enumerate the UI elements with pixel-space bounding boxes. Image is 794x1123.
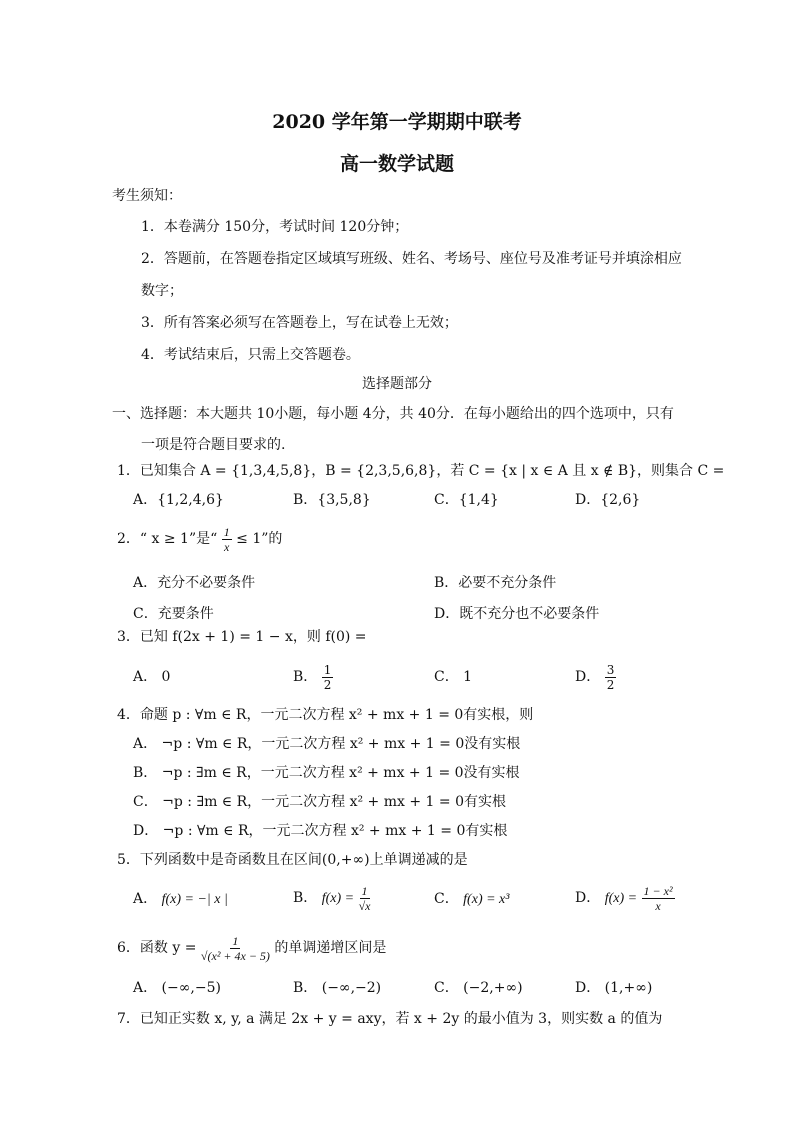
question-4-option-b: B． ¬p : ∃m ∈ R，一元二次方程 x² + mx + 1 = 0没有实根 (133, 765, 520, 781)
question-2-stem-post: ≤ 1”的 (236, 531, 283, 547)
fraction-numerator: 1 (232, 933, 239, 948)
question-6-fraction (201, 935, 270, 962)
question-5-option-d (575, 878, 675, 919)
question-3-option-b-label: B． (293, 669, 318, 685)
option-label: D． (575, 890, 601, 906)
question-2-fraction (222, 526, 232, 553)
question-6-option-a: A． (−∞,−5) (133, 980, 221, 996)
question-1-option-b: B．{3,5,8} (293, 492, 371, 508)
question-3-option-d-label: D． (575, 669, 601, 685)
question-6-option-c: C． (−2,+∞) (434, 980, 523, 996)
question-1-stem: 1．已知集合 A = {1,3,4,5,8}，B = {2,3,5,6,8}，若 C = {x | x ∈ A 且 x ∉ B}，则集合 C = (117, 463, 725, 479)
fraction-denominator: 2 (323, 677, 332, 692)
question-6-stem (117, 928, 386, 968)
fraction-numerator: 1 (361, 883, 368, 898)
fraction-denominator: √(x² + 4x − 5) (200, 948, 270, 963)
option-math: f(x) = (604, 891, 638, 906)
question-1-option-d: D．{2,6} (575, 492, 641, 508)
fraction-denominator: √x (358, 898, 371, 913)
question-6-option-b: B． (−∞,−2) (293, 980, 382, 996)
question-7-stem: 7．已知正实数 x, y, a 满足 2x + y = axy，若 x + 2y 的最小值为 3，则实数 a 的值为 (117, 1011, 663, 1027)
exam-subtitle: 高一数学试题 (339, 153, 454, 175)
question-2-stem (117, 521, 282, 557)
option-math: f(x) = (321, 891, 355, 906)
notice-item-4: 4．考试结束后，只需上交答题卷。 (141, 347, 360, 363)
section-heading-cont: 一项是符合题目要求的. (141, 437, 286, 453)
question-5-option-d-fraction (642, 885, 675, 912)
section-label: 选择题部分 (362, 376, 432, 392)
question-2-stem-pre: 2．“ x ≥ 1”是“ (117, 531, 218, 547)
question-5-option-b (293, 878, 371, 919)
question-5-option-b-fraction (359, 885, 371, 912)
option-label: C． (434, 891, 459, 907)
question-2-option-b: B．必要不充分条件 (434, 575, 557, 591)
notice-item-1: 1．本卷满分 150分，考试时间 120分钟； (141, 219, 409, 235)
question-5-stem: 5．下列函数中是奇函数且在区间(0,+∞)上单调递减的是 (117, 852, 468, 868)
fraction-numerator: 3 (606, 662, 615, 677)
question-3-option-c: C． 1 (434, 669, 473, 685)
question-4-option-c: C． ¬p : ∃m ∈ R，一元二次方程 x² + mx + 1 = 0有实根 (133, 794, 506, 810)
question-4-stem: 4．命题 p : ∀m ∈ R，一元二次方程 x² + mx + 1 = 0有实根，则 (117, 707, 534, 723)
question-6-stem-pre: 6．函数 y = (117, 940, 197, 956)
question-4-option-d: D． ¬p : ∀m ∈ R，一元二次方程 x² + mx + 1 = 0有实根 (133, 823, 508, 839)
question-2-option-c: C．充要条件 (133, 606, 214, 622)
fraction-numerator: 1 (323, 662, 332, 677)
question-6-stem-post: 的单调递增区间是 (274, 940, 387, 956)
question-2-option-a: A．充分不必要条件 (133, 575, 256, 591)
option-math: f(x) = −| x | (161, 892, 228, 907)
notice-item-3: 3．所有答案必须写在答题卷上，写在试卷上无效； (141, 315, 458, 331)
question-1-option-c: C．{1,4} (434, 492, 499, 508)
question-2-fraction-numerator: 1 (223, 524, 230, 539)
fraction-denominator: 2 (606, 677, 615, 692)
question-3-stem: 3．已知 f(2x + 1) = 1 − x，则 f(0) = (117, 629, 367, 645)
fraction-numerator: 1 − x² (643, 883, 673, 898)
question-3-option-d (575, 660, 616, 694)
section-heading: 一、选择题：本大题共 10小题，每小题 4分，共 40分．在每小题给出的四个选项中，只有 (112, 406, 674, 422)
option-label: A． (133, 891, 158, 907)
notice-heading: 考生须知： (112, 188, 182, 204)
fraction-denominator: x (655, 898, 661, 913)
question-3-option-b-fraction (322, 664, 334, 691)
option-label: B． (293, 890, 318, 906)
notice-item-2-cont: 数字； (141, 283, 183, 299)
question-2-fraction-denominator: x (224, 539, 230, 554)
question-4-option-a: A． ¬p : ∀m ∈ R，一元二次方程 x² + mx + 1 = 0没有实根 (133, 736, 521, 752)
question-6-option-d: D． (1,+∞) (575, 980, 653, 996)
question-3-option-b (293, 660, 333, 694)
question-3-option-a: A． 0 (133, 669, 171, 685)
question-1-option-a: A．{1,2,4,6} (133, 492, 224, 508)
question-5-option-a (133, 890, 228, 909)
notice-item-2: 2．答题前，在答题卷指定区域填写班级、姓名、考场号、座位号及准考证号并填涂相应 (141, 251, 682, 267)
option-math: f(x) = x³ (463, 892, 510, 907)
question-2-option-d: D．既不充分也不必要条件 (434, 606, 600, 622)
exam-title: 2020 学年第一学期期中联考 (272, 111, 522, 133)
question-3-option-d-fraction (605, 664, 617, 691)
question-5-option-c (434, 890, 509, 909)
